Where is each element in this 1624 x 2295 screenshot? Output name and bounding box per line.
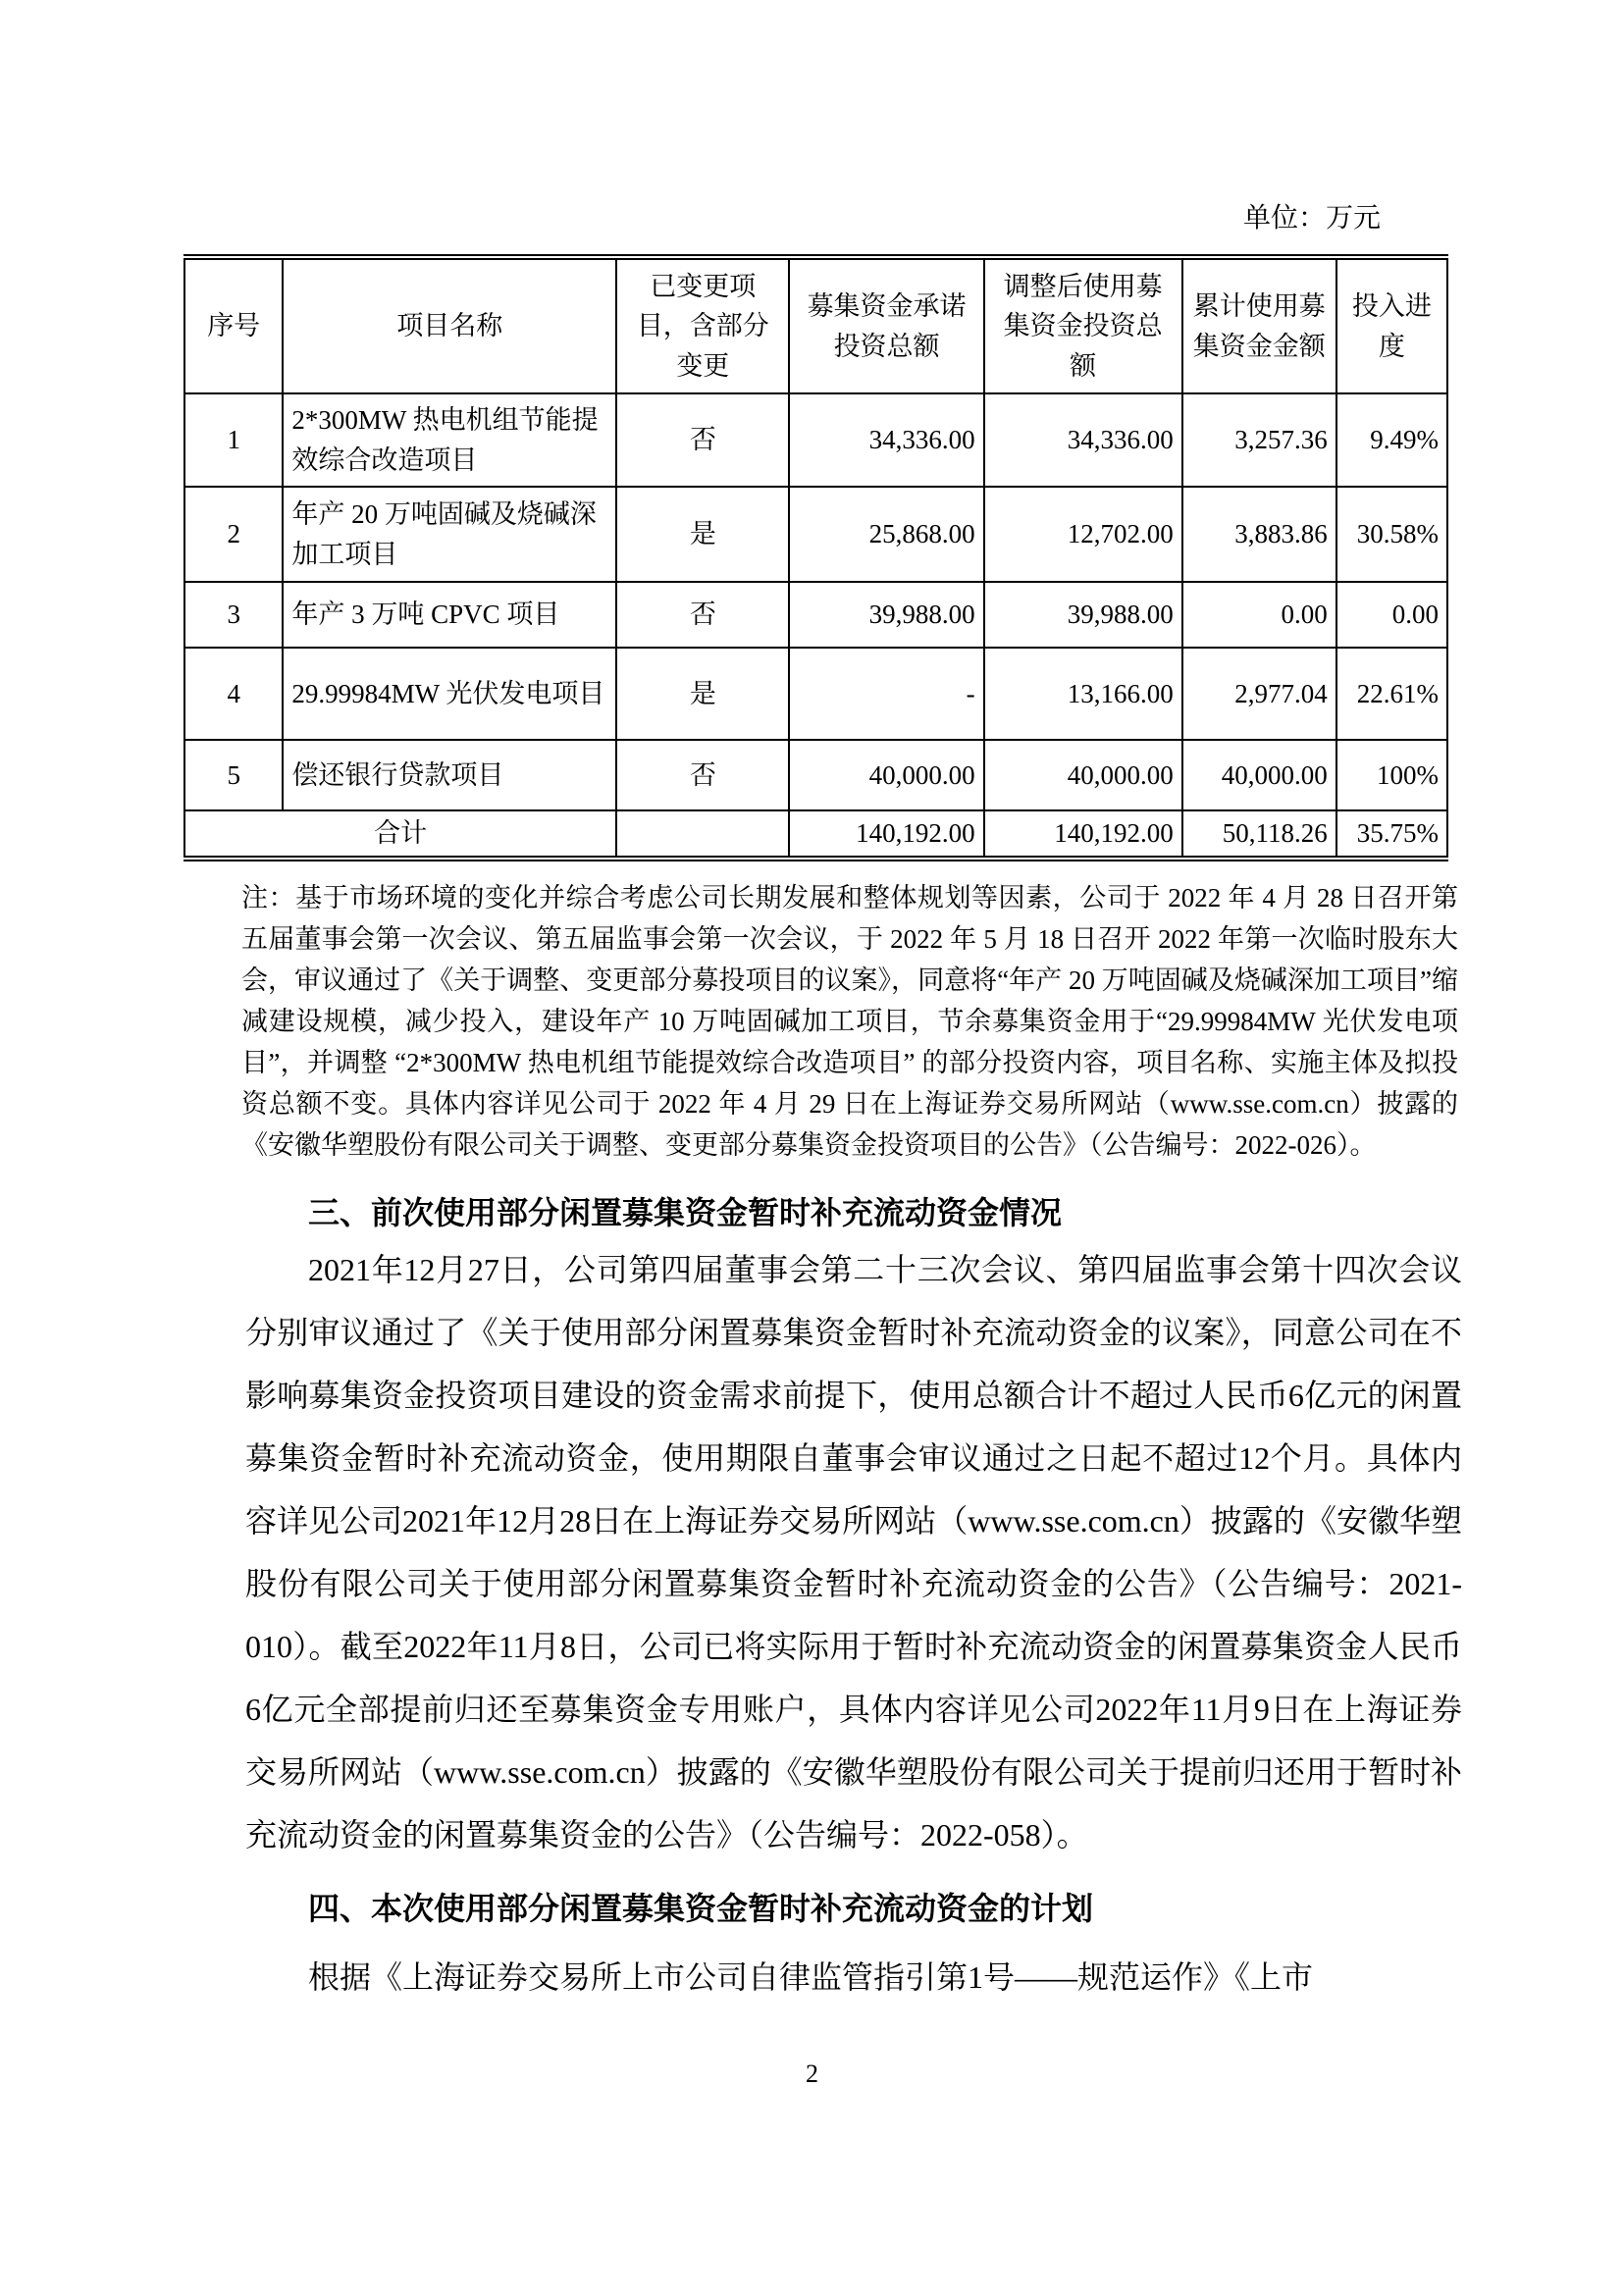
table-total-row [184, 810, 1447, 859]
cell-changed [616, 810, 789, 859]
unit-label: 单位：万元 [1242, 203, 1381, 234]
cell-adjusted: 13,166.00 [984, 648, 1182, 740]
cell-committed: 140,192.00 [789, 810, 983, 859]
header-cell-adjusted: 调整后使用募集资金投资总额 [984, 257, 1182, 393]
header-cell-used: 累计使用募集资金金额 [1182, 257, 1336, 393]
cell-adjusted: 140,192.00 [984, 810, 1182, 859]
cell-no: 5 [184, 740, 283, 810]
fund-usage-table [183, 254, 1448, 861]
cell-used: 40,000.00 [1182, 740, 1336, 810]
header-cell-progress: 投入进度 [1336, 257, 1447, 393]
cell-committed: 34,336.00 [789, 393, 983, 487]
cell-used: 3,257.36 [1182, 393, 1336, 487]
cell-changed: 否 [616, 393, 789, 487]
cell-no: 1 [184, 393, 283, 487]
cell-committed: 25,868.00 [789, 487, 983, 582]
page-number: 2 [806, 2060, 818, 2088]
cell-committed: - [789, 648, 983, 740]
table-header-row [184, 257, 1447, 393]
header-cell-no: 序号 [184, 257, 283, 393]
cell-progress: 22.61% [1336, 648, 1447, 740]
cell-progress: 30.58% [1336, 487, 1447, 582]
cell-progress: 0.00 [1336, 582, 1447, 648]
cell-progress: 100% [1336, 740, 1447, 810]
cell-used: 3,883.86 [1182, 487, 1336, 582]
cell-total-label: 合计 [184, 810, 616, 859]
table-row [184, 487, 1447, 582]
cell-no: 2 [184, 487, 283, 582]
cell-adjusted: 39,988.00 [984, 582, 1182, 648]
table-row [184, 648, 1447, 740]
section-4-paragraph: 根据《上海证券交易所上市公司自律监管指引第1号——规范运作》《上市 [308, 1959, 1314, 1995]
cell-used: 0.00 [1182, 582, 1336, 648]
section-3-paragraph: 2021年12月27日，公司第四届董事会第二十三次会议、第四届监事会第十四次会议分别审议通过了《关于使用部分闲置募集资金暂时补充流动资金的议案》，同意公司在不影响募集资金投资项目建设的资金需求前提下，使用总额合计不超过人民币6亿元的闲置募集资金暂时补充流动资金，使用期限自董事会审议通过之日起不超过12个月。具体内容详见公司2021年12月28日在上海证券交易所网站（www.sse.com.cn）披露的《安徽华塑股份有限公司关于使用部分闲置募集资金暂时补充流动资金的公告》（公告编号：2021-010）。截至2022年11月8日，公司已将实际用于暂时补充流动资金的闲置募集资金人民币6亿元全部提前归还至募集资金专用账户，具体内容详见公司2022年11月9日在上海证券交易所网站（www.sse.com.cn）披露的《安徽华塑股份有限公司关于提前归还用于暂时补充流动资金的闲置募集资金的公告》（公告编号：2022-058）。 [245, 1252, 1462, 1852]
cell-project-name: 年产 3 万吨 CPVC 项目 [283, 582, 616, 648]
cell-changed: 否 [616, 582, 789, 648]
section-heading-4: 四、本次使用部分闲置募集资金暂时补充流动资金的计划 [308, 1891, 1094, 1926]
section-heading-3: 三、前次使用部分闲置募集资金暂时补充流动资金情况 [308, 1195, 1063, 1230]
table-note: 注：基于市场环境的变化并综合考虑公司长期发展和整体规划等因素，公司于 2022 年 4 月 28 日召开第五届董事会第一次会议、第五届监事会第一次会议，于 2022 年 5 月 18 日召开 2022 年第一次临时股东大会，审议通过了《关于调整、变更部分募投项目的议案》，同意将“年产 20 万吨固碱及烧碱深加工项目”缩减建设规模，减少投入，建设年产 10 万吨固碱加工项目，节余募集资金用于“29.99984MW 光伏发电项目”，并调整 “2*300MW 热电机组节能提效综合改造项目” 的部分投资内容，项目名称、实施主体及拟投资总额不变。具体内容详见公司于 2022 年 4 月 29 日在上海证券交易所网站（www.sse.com.cn）披露的《安徽华塑股份有限公司关于调整、变更部分募集资金投资项目的公告》（公告编号：2022-026）。 [241, 883, 1458, 1160]
cell-no: 4 [184, 648, 283, 740]
header-cell-name: 项目名称 [283, 257, 616, 393]
cell-committed: 40,000.00 [789, 740, 983, 810]
table-row [184, 393, 1447, 487]
cell-changed: 是 [616, 648, 789, 740]
table-row [184, 582, 1447, 648]
cell-used: 2,977.04 [1182, 648, 1336, 740]
header-cell-changed: 已变更项目，含部分变更 [616, 257, 789, 393]
table-row [184, 740, 1447, 810]
header-cell-committed: 募集资金承诺投资总额 [789, 257, 983, 393]
cell-progress: 9.49% [1336, 393, 1447, 487]
cell-project-name: 29.99984MW 光伏发电项目 [283, 648, 616, 740]
cell-changed: 否 [616, 740, 789, 810]
cell-no: 3 [184, 582, 283, 648]
cell-adjusted: 40,000.00 [984, 740, 1182, 810]
cell-adjusted: 12,702.00 [984, 487, 1182, 582]
cell-project-name: 2*300MW 热电机组节能提效综合改造项目 [283, 393, 616, 487]
cell-changed: 是 [616, 487, 789, 582]
cell-progress: 35.75% [1336, 810, 1447, 859]
cell-committed: 39,988.00 [789, 582, 983, 648]
cell-adjusted: 34,336.00 [984, 393, 1182, 487]
cell-project-name: 年产 20 万吨固碱及烧碱深加工项目 [283, 487, 616, 582]
cell-used: 50,118.26 [1182, 810, 1336, 859]
cell-project-name: 偿还银行贷款项目 [283, 740, 616, 810]
